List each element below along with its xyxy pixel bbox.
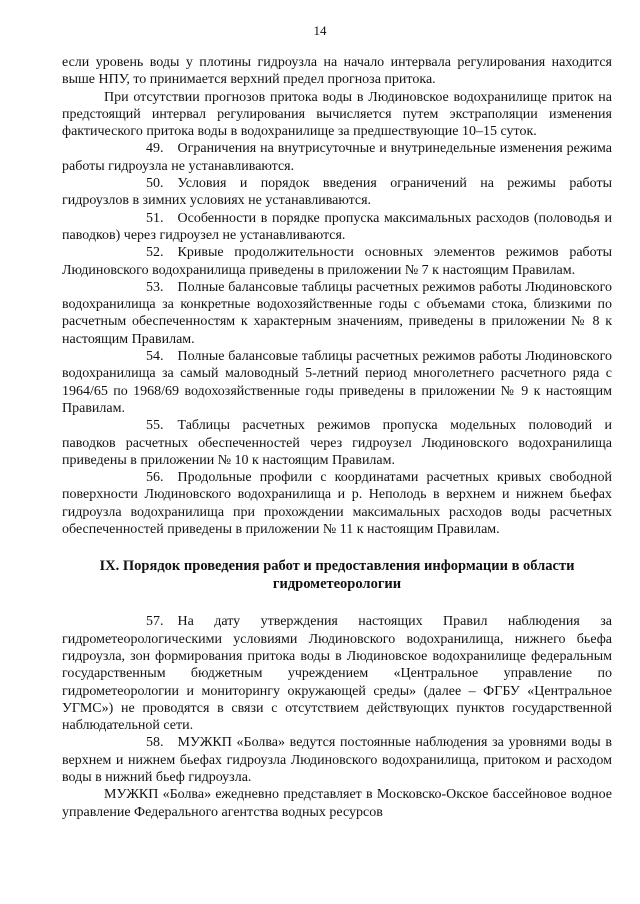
paragraph-text: Полные балансовые таблицы расчетных режимов работы Людиновского водохранилища за конкретные водохозяйственные годы с объемами стока, близкими по расчетным обеспеченностям к характерным значениям, приведены в приложении № 8 к настоящим Правилам. (62, 279, 612, 347)
paragraph-number: 51. (146, 210, 164, 226)
paragraph-text: Условия и порядок введения ограничений на режимы работы гидроузлов в зимних условиях не устанавливаются. (62, 176, 612, 209)
section-heading: IX. Порядок проведения работ и предоставления информации в области гидрометеорологии (99, 558, 575, 592)
paragraph-text: Ограничения на внутрисуточные и внутринедельные изменения режима работы гидроузла не устанавливаются. (62, 141, 612, 174)
document-body (62, 54, 612, 821)
numbered-paragraph (62, 613, 612, 734)
paragraph-group-after (62, 613, 612, 821)
numbered-paragraph (62, 734, 612, 786)
paragraph-number: 56. (146, 470, 164, 486)
paragraph-text: Полные балансовые таблицы расчетных режимов работы Людиновского водохранилища за самый маловодный 5-летний период многолетнего расчетного ряда с 1964/65 по 1968/69 водохозяйственные годы приведены в приложении № 9 к настоящим Правилам. (62, 349, 612, 416)
numbered-paragraph (62, 175, 612, 210)
numbered-paragraph (62, 417, 612, 469)
paragraph-text: Кривые продолжительности основных элементов режимов работы Людиновского водохранилища приведены в приложении № 7 к настоящим Правилам. (62, 245, 612, 278)
paragraph-text: если уровень воды у плотины гидроузла на начало интервала регулирования находится выше НПУ, то принимается верхний предел прогноза притока. (62, 55, 612, 88)
page-number: 14 (313, 23, 327, 38)
numbered-paragraph (62, 279, 612, 348)
paragraph (62, 89, 612, 141)
paragraph (62, 786, 612, 821)
paragraph-text: При отсутствии прогнозов притока воды в Людиновское водохранилище приток на предстоящий интервал регулирования вычисляется путем экстраполяции изменения фактического притока воды в водохранилище за предшествующие 10–15 суток. (62, 89, 612, 140)
paragraph-group-before (62, 54, 612, 538)
paragraph-number: 58. (146, 735, 164, 751)
paragraph-number: 54. (146, 349, 164, 365)
paragraph (62, 54, 612, 89)
paragraph-number: 49. (146, 141, 164, 157)
paragraph-text: МУЖКП «Болва» ведутся постоянные наблюдения за уровнями воды в верхнем и нижнем бьефах гидроузла Людиновского водохранилища, притоком и расходом воды в нижний бьеф гидроузла. (62, 735, 612, 785)
paragraph-number: 52. (146, 245, 164, 261)
numbered-paragraph (62, 210, 612, 245)
paragraph-number: 57. (146, 614, 164, 630)
paragraph-text: Таблицы расчетных режимов пропуска модельных половодий и паводков расчетных обеспеченностей через гидроузел Людиновского водохранилища приведены в приложении № 10 к настоящим Правилам. (62, 418, 612, 468)
paragraph-number: 53. (146, 279, 164, 295)
paragraph-text: Продольные профили с координатами расчетных кривых свободной поверхности Людиновского водохранилища и р. Неполодь в верхнем и нижнем бьефах гидроузла водохранилища при прохождении максимальных расходов воды расчетных обеспеченностей приведены в приложении № 11 к настоящим Правилам. (62, 470, 612, 538)
paragraph-number: 55. (146, 418, 164, 434)
paragraph-text: МУЖКП «Болва» ежедневно представляет в Московско-Окское бассейновое водное управление Федерального агентства водных ресурсов (62, 787, 612, 820)
numbered-paragraph (62, 244, 612, 279)
numbered-paragraph (62, 348, 612, 417)
numbered-paragraph (62, 469, 612, 538)
paragraph-text: Особенности в порядке пропуска максимальных расходов (половодья и паводков) через гидроузел не устанавливаются. (62, 210, 612, 243)
numbered-paragraph (62, 140, 612, 175)
paragraph-text: На дату утверждения настоящих Правил наблюдения за гидрометеорологическими условиями Людиновского водохранилища, нижнего бьефа гидроузла, зон формирования притока воды в Людиновское водохранилище федеральным государственным бюджетным учреждением «Центральное управление по гидрометеорологии и мониторингу окружающей среды» (далее – ФГБУ «Центральное УГМС») не проводятся в связи с отсутствием действующих пунктов государственной наблюдательной сети. (62, 614, 612, 734)
paragraph-number: 50. (146, 176, 164, 192)
